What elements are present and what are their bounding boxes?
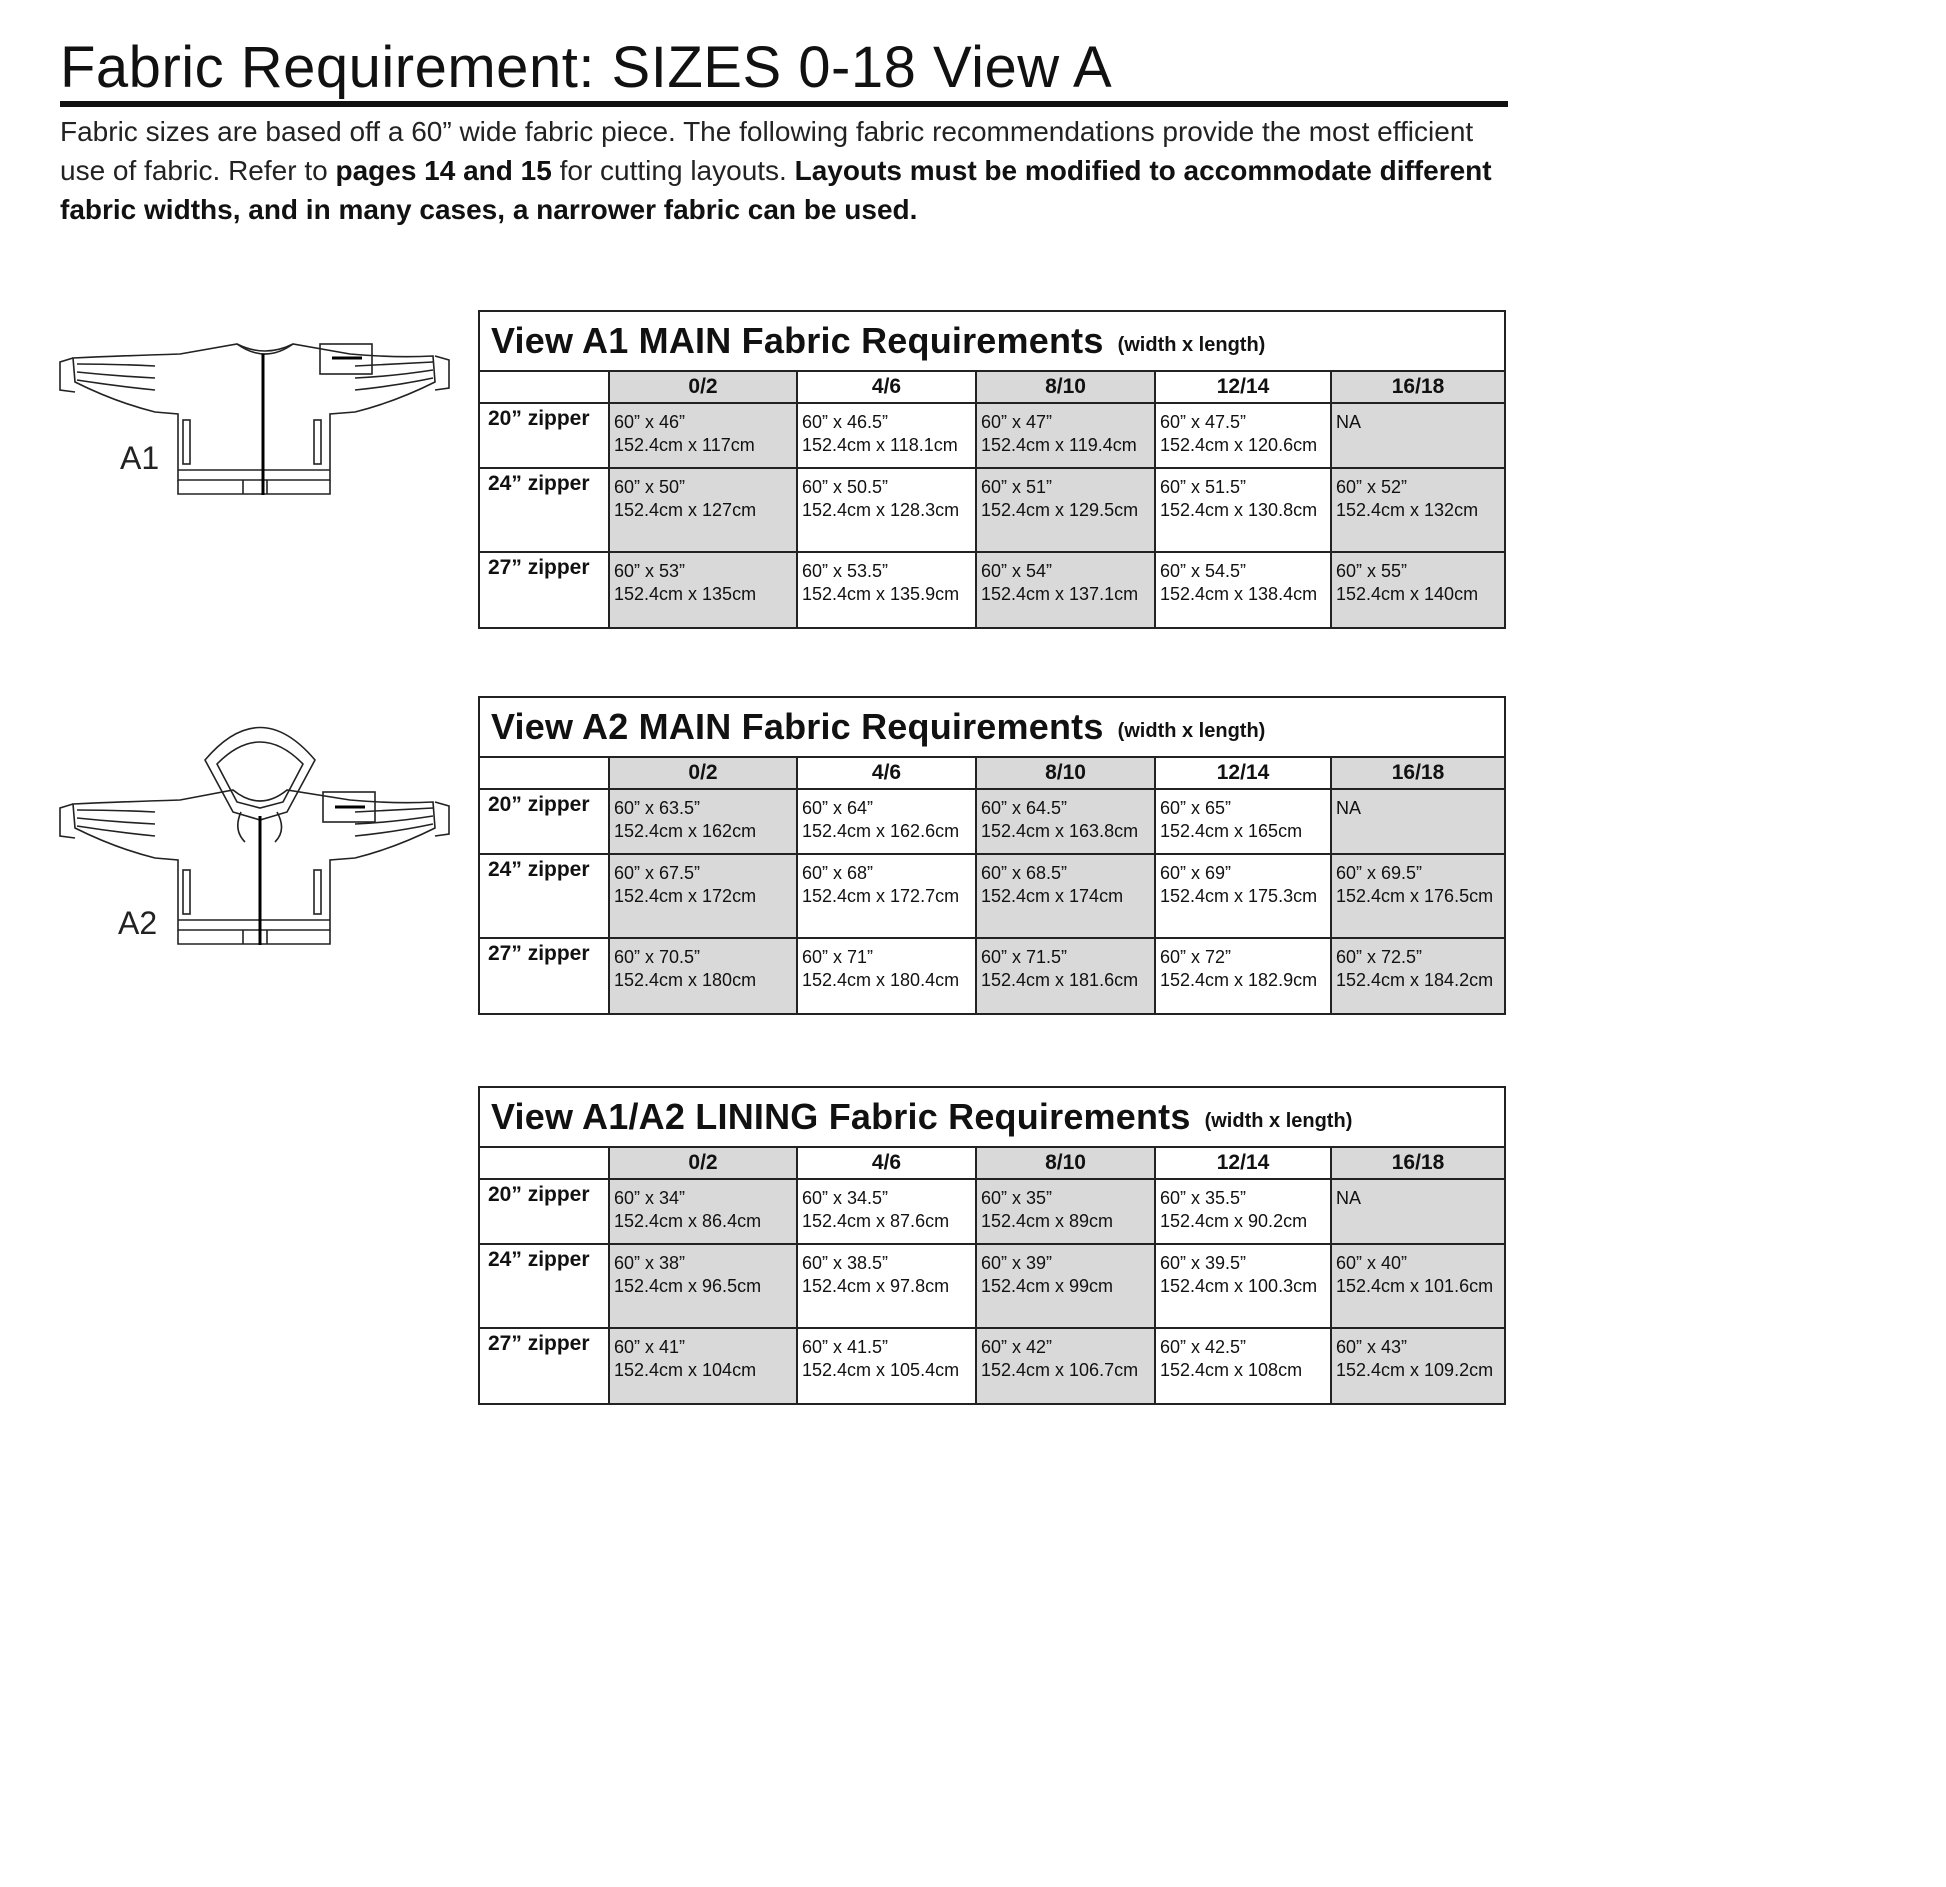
cm-value: 152.4cm x 86.4cm [614, 1211, 762, 1231]
cm-value: 152.4cm x 119.4cm [981, 435, 1137, 455]
table-cell [797, 552, 976, 627]
inch-value: 60” x 51.5” [1160, 477, 1247, 497]
table-cell [976, 854, 1155, 938]
cm-value: 152.4cm x 128.3cm [802, 500, 960, 520]
table-title [480, 312, 1504, 372]
inch-value: 60” x 64” [802, 798, 874, 818]
cm-value: 152.4cm x 172cm [614, 886, 757, 906]
cm-value: 152.4cm x 105.4cm [802, 1360, 960, 1380]
inch-value: 60” x 69.5” [1336, 863, 1423, 883]
table-row [480, 403, 1504, 468]
row-label-cell [480, 1328, 609, 1403]
inch-value: 60” x 39.5” [1160, 1253, 1247, 1273]
jacket-icon [55, 330, 455, 505]
cm-value: 152.4cm x 87.6cm [802, 1211, 950, 1231]
view-label-a2: A2 [118, 905, 158, 941]
cm-value: 152.4cm x 162.6cm [802, 821, 960, 841]
table-cell [1331, 789, 1504, 854]
inch-value: 60” x 42.5” [1160, 1337, 1247, 1357]
cm-value: 152.4cm x 163.8cm [981, 821, 1139, 841]
cm-value: 152.4cm x 165cm [1160, 821, 1303, 841]
row-label-cell [480, 468, 609, 552]
cm-value: 152.4cm x 104cm [614, 1360, 757, 1380]
row-label: 20” zipper [488, 407, 590, 430]
inch-value: 60” x 53.5” [802, 561, 889, 581]
cm-value: 152.4cm x 117cm [614, 435, 755, 455]
row-label-cell [480, 789, 609, 854]
table-cell [1155, 789, 1331, 854]
size-header: 12/14 [1155, 758, 1331, 789]
table-cell [797, 854, 976, 938]
size-header: 4/6 [797, 372, 976, 403]
cm-value: 152.4cm x 140cm [1336, 584, 1479, 604]
table-cell [1155, 468, 1331, 552]
inch-value: 60” x 71” [802, 947, 874, 967]
table-cell [976, 789, 1155, 854]
inch-value: 60” x 38” [614, 1253, 686, 1273]
inch-value: 60” x 52” [1336, 477, 1408, 497]
corner-cell [480, 1148, 609, 1179]
inch-value: 60” x 70.5” [614, 947, 701, 967]
inch-value: 60” x 34.5” [802, 1188, 889, 1208]
corner-cell [480, 758, 609, 789]
cm-value: 152.4cm x 100.3cm [1160, 1276, 1318, 1296]
cm-value: 152.4cm x 129.5cm [981, 500, 1139, 520]
inch-value: 60” x 41” [614, 1337, 686, 1357]
table-lining [478, 1086, 1506, 1405]
inch-value: 60” x 63.5” [614, 798, 701, 818]
inch-value: 60” x 47” [981, 412, 1053, 432]
table-cell [976, 938, 1155, 1013]
inch-value: 60” x 35” [981, 1188, 1053, 1208]
table-cell [797, 1328, 976, 1403]
table-row [480, 468, 1504, 552]
requirements-grid [480, 758, 1504, 1013]
table-cell [609, 1244, 797, 1328]
size-header: 16/18 [1331, 758, 1504, 789]
inch-value: 60” x 34” [614, 1188, 686, 1208]
table-title-text: View A2 MAIN Fabric Requirements [491, 706, 1104, 747]
inch-value: 60” x 39” [981, 1253, 1053, 1273]
inch-value: 60” x 65” [1160, 798, 1232, 818]
row-label-cell [480, 552, 609, 627]
cm-value: 152.4cm x 90.2cm [1160, 1211, 1308, 1231]
table-cell [976, 1244, 1155, 1328]
header-row [480, 372, 1504, 403]
cm-value: 152.4cm x 175.3cm [1160, 886, 1318, 906]
inch-value: 60” x 35.5” [1160, 1188, 1247, 1208]
table-cell [1155, 1244, 1331, 1328]
cm-value: 152.4cm x 180.4cm [802, 970, 960, 990]
inch-value: 60” x 55” [1336, 561, 1408, 581]
table-cell [1331, 468, 1504, 552]
size-header: 0/2 [609, 372, 797, 403]
table-cell [797, 1244, 976, 1328]
table-cell [976, 468, 1155, 552]
table-cell [1155, 403, 1331, 468]
table-a2-main [478, 696, 1506, 1015]
row-label: 20” zipper [488, 793, 590, 816]
inch-value: 60” x 51” [981, 477, 1053, 497]
table-cell [797, 789, 976, 854]
cm-value: 152.4cm x 108cm [1160, 1360, 1303, 1380]
cm-value: 152.4cm x 135.9cm [802, 584, 960, 604]
size-header: 8/10 [976, 372, 1155, 403]
cm-value: 152.4cm x 130.8cm [1160, 500, 1318, 520]
intro-layout-note: Layouts must be modified to accommodate different fabric widths, and in many cases, a narrower fabric can be used. [60, 155, 1492, 225]
size-header: 4/6 [797, 1148, 976, 1179]
intro-pages-ref: pages 14 and 15 [335, 155, 552, 186]
header-row [480, 1148, 1504, 1179]
table-a1-main [478, 310, 1506, 629]
size-header: 4/6 [797, 758, 976, 789]
intro-text-2: for cutting layouts. [551, 155, 795, 186]
table-title [480, 1088, 1504, 1148]
row-label-cell [480, 403, 609, 468]
inch-value: 60” x 72” [1160, 947, 1232, 967]
table-cell [976, 552, 1155, 627]
inch-value: NA [1336, 1188, 1362, 1208]
table-cell [976, 1328, 1155, 1403]
header-row [480, 758, 1504, 789]
table-cell [609, 468, 797, 552]
cm-value: 152.4cm x 127cm [614, 500, 757, 520]
cm-value: 152.4cm x 137.1cm [981, 584, 1139, 604]
row-label: 27” zipper [488, 942, 590, 965]
page-title: Fabric Requirement: SIZES 0-18 View A [60, 35, 1113, 100]
table-row [480, 552, 1504, 627]
cm-value: 152.4cm x 118.1cm [802, 435, 958, 455]
cm-value: 152.4cm x 106.7cm [981, 1360, 1139, 1380]
table-cell [1155, 552, 1331, 627]
inch-value: 60” x 54.5” [1160, 561, 1247, 581]
row-label: 27” zipper [488, 556, 590, 579]
inch-value: 60” x 43” [1336, 1337, 1408, 1357]
table-cell [1155, 854, 1331, 938]
cm-value: 152.4cm x 135cm [614, 584, 757, 604]
table-cell [797, 1179, 976, 1244]
row-label-cell [480, 1179, 609, 1244]
inch-value: NA [1336, 412, 1362, 432]
table-cell [797, 403, 976, 468]
cm-value: 152.4cm x 176.5cm [1336, 886, 1494, 906]
inch-value: 60” x 46.5” [802, 412, 889, 432]
inch-value: 60” x 42” [981, 1337, 1053, 1357]
table-cell [1331, 552, 1504, 627]
table-cell [1331, 1244, 1504, 1328]
inch-value: 60” x 64.5” [981, 798, 1068, 818]
row-label: 24” zipper [488, 858, 590, 881]
cm-value: 152.4cm x 184.2cm [1336, 970, 1494, 990]
inch-value: 60” x 53” [614, 561, 686, 581]
row-label: 24” zipper [488, 1248, 590, 1271]
table-row [480, 854, 1504, 938]
table-cell [1331, 1328, 1504, 1403]
inch-value: 60” x 68.5” [981, 863, 1068, 883]
table-cell [609, 789, 797, 854]
table-title-text: View A1/A2 LINING Fabric Requirements [491, 1096, 1191, 1137]
table-row [480, 1328, 1504, 1403]
cm-value: 152.4cm x 96.5cm [614, 1276, 762, 1296]
size-header: 0/2 [609, 1148, 797, 1179]
size-header: 0/2 [609, 758, 797, 789]
table-cell [797, 468, 976, 552]
cm-value: 152.4cm x 181.6cm [981, 970, 1139, 990]
table-title [480, 698, 1504, 758]
table-cell [1331, 1179, 1504, 1244]
inch-value: 60” x 67.5” [614, 863, 701, 883]
size-header: 16/18 [1331, 1148, 1504, 1179]
cm-value: 152.4cm x 132cm [1336, 500, 1479, 520]
inch-value: 60” x 50” [614, 477, 686, 497]
cm-value: 152.4cm x 138.4cm [1160, 584, 1318, 604]
view-label-a1: A1 [120, 440, 160, 476]
cm-value: 152.4cm x 101.6cm [1336, 1276, 1494, 1296]
cm-value: 152.4cm x 99cm [981, 1276, 1114, 1296]
title-divider [60, 101, 1508, 107]
table-cell [1155, 938, 1331, 1013]
cm-value: 152.4cm x 174cm [981, 886, 1124, 906]
inch-value: 60” x 72.5” [1336, 947, 1423, 967]
table-cell [1155, 1328, 1331, 1403]
table-cell [609, 854, 797, 938]
table-cell [609, 1179, 797, 1244]
table-cell [797, 938, 976, 1013]
table-cell [609, 552, 797, 627]
requirements-grid [480, 372, 1504, 627]
table-row [480, 1244, 1504, 1328]
cm-value: 152.4cm x 120.6cm [1160, 435, 1318, 455]
table-row [480, 789, 1504, 854]
cm-value: 152.4cm x 172.7cm [802, 886, 960, 906]
inch-value: 60” x 46” [614, 412, 686, 432]
cm-value: 152.4cm x 162cm [614, 821, 757, 841]
table-subtitle: (width x length) [1117, 719, 1266, 742]
size-header: 8/10 [976, 1148, 1155, 1179]
table-subtitle: (width x length) [1204, 1109, 1353, 1132]
inch-value: 60” x 38.5” [802, 1253, 889, 1273]
row-label-cell [480, 854, 609, 938]
row-label: 24” zipper [488, 472, 590, 495]
inch-value: 60” x 71.5” [981, 947, 1068, 967]
table-cell [609, 1328, 797, 1403]
cm-value: 152.4cm x 109.2cm [1336, 1360, 1494, 1380]
cm-value: 152.4cm x 89cm [981, 1211, 1114, 1231]
inch-value: 60” x 41.5” [802, 1337, 889, 1357]
table-cell [1155, 1179, 1331, 1244]
cm-value: 152.4cm x 180cm [614, 970, 757, 990]
inch-value: 60” x 47.5” [1160, 412, 1247, 432]
inch-value: 60” x 50.5” [802, 477, 889, 497]
inch-value: 60” x 68” [802, 863, 874, 883]
table-cell [976, 403, 1155, 468]
row-label-cell [480, 938, 609, 1013]
inch-value: 60” x 69” [1160, 863, 1232, 883]
row-label: 27” zipper [488, 1332, 590, 1355]
table-subtitle: (width x length) [1117, 333, 1266, 356]
row-label: 20” zipper [488, 1183, 590, 1206]
corner-cell [480, 372, 609, 403]
size-header: 12/14 [1155, 372, 1331, 403]
intro-paragraph [60, 112, 1500, 229]
size-header: 8/10 [976, 758, 1155, 789]
table-cell [1331, 938, 1504, 1013]
table-cell [1331, 854, 1504, 938]
inch-value: NA [1336, 798, 1362, 818]
table-cell [609, 403, 797, 468]
inch-value: 60” x 40” [1336, 1253, 1408, 1273]
size-header: 12/14 [1155, 1148, 1331, 1179]
row-label-cell [480, 1244, 609, 1328]
requirements-grid [480, 1148, 1504, 1403]
table-row [480, 1179, 1504, 1244]
hooded-jacket-icon [55, 720, 455, 960]
table-row [480, 938, 1504, 1013]
intro-text-1: Fabric sizes are based off a 60” wide fabric piece. The following fabric recommendations provide the most efficient use of fabric. Refer to [60, 116, 1474, 186]
table-cell [976, 1179, 1155, 1244]
table-cell [1331, 403, 1504, 468]
table-cell [609, 938, 797, 1013]
cm-value: 152.4cm x 97.8cm [802, 1276, 950, 1296]
cm-value: 152.4cm x 182.9cm [1160, 970, 1318, 990]
inch-value: 60” x 54” [981, 561, 1053, 581]
table-title-text: View A1 MAIN Fabric Requirements [491, 320, 1104, 361]
size-header: 16/18 [1331, 372, 1504, 403]
